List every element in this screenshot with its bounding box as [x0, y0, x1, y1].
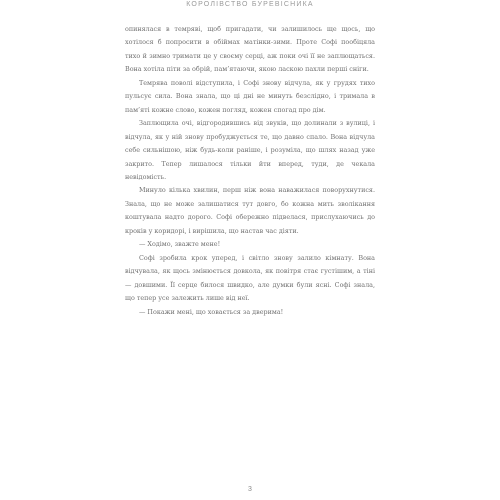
paragraph: Темрява поволі відступила, і Софі знову відчула, як у грудях тихо пульсує сила. Вона знала, що ці дні не минуть безслідно, і тримала в пам’яті кожне слово, кожен погляд, кожен спогад про дім.	[125, 78, 375, 114]
page-number: 3	[248, 486, 252, 493]
paragraph: Минуло кілька хвилин, перш ніж вона наважилася поворухнутися. Знала, що не може залишатися тут довго, бо кожна мить зволікання коштувала надто дорого. Софі обережно підвелася, прислухаючись до кроків у коридорі, і вирішила, що настав час діяти.	[125, 186, 375, 235]
paragraph: Заплющила очі, відгородившись від звуків, що долинали з вулиці, і відчула, як у ній знову пробуджується те, що давно спало. Вона відчула себе сильнішою, ніж будь-коли раніше, і розуміла, що шлях назад уже закрито. Тепер лишалося тільки йти вперед, туди, де чекала невідомість.	[125, 119, 375, 181]
dialogue-line: — Покажи мені, що ховається за дверима!	[139, 307, 284, 316]
running-header: КОРОЛІВСТВО БУРЕВІСНИКА	[186, 1, 314, 8]
paragraph: Софі зробила крок уперед, і світло знову залило кімнату. Вона відчувала, як щось змінюється довкола, як повітря стає густішим, а тіні — довшими. Її серце билося швидко, але думки були ясні. Софі знала, що тепер усе залежить лише від неї.	[125, 253, 375, 303]
dialogue-line: — Ходімо, зважте мене!	[139, 240, 221, 249]
paragraph: опинялася в темряві, щоб пригадати, чи залишилось ще щось, що хотілося б попросити в обіймах матінки-зими. Проте Софі пообіцяла тихо й зимно тримати це у своєму серці, аж поки очі її не заплющаться. Вона хотіла піти за обрій, пам’ятаючи, якою ласкою пахли перші сніги.	[125, 25, 375, 74]
body-text	[125, 23, 375, 319]
